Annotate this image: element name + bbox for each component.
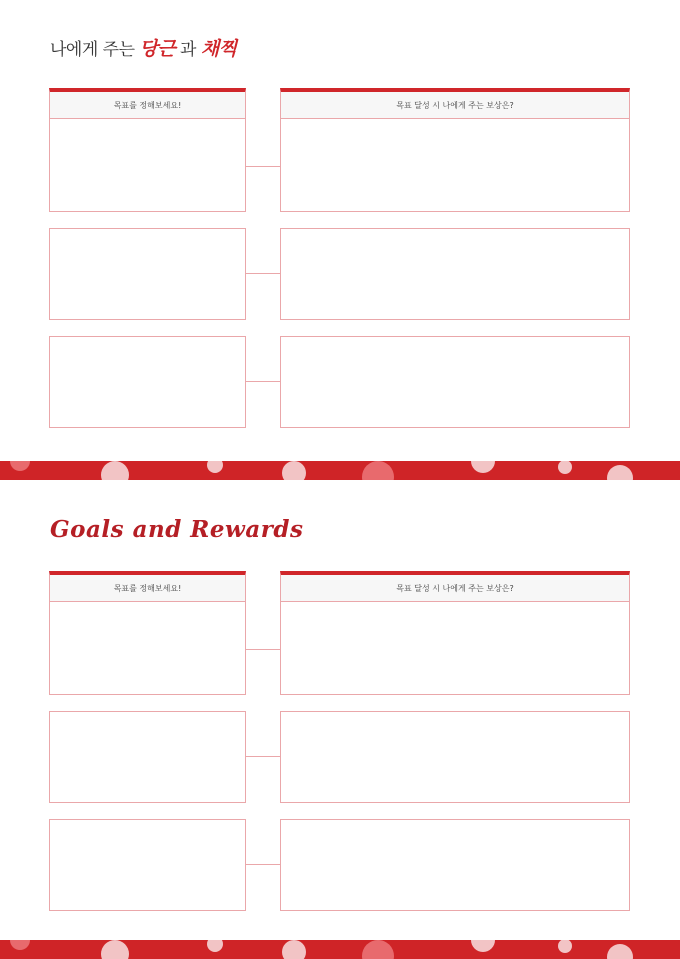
reward-box-1[interactable]	[280, 88, 630, 212]
goal-box-1[interactable]	[49, 88, 246, 212]
goal-box-3[interactable]	[49, 336, 246, 428]
goal-box-4[interactable]	[49, 571, 246, 695]
reward-box-3[interactable]	[280, 336, 630, 428]
title-accent-carrot: 당근	[139, 38, 176, 60]
reward-header: 목표 달성 시 나에게 주는 보상은?	[281, 92, 629, 119]
korean-title	[50, 34, 237, 61]
reward-box-6[interactable]	[280, 819, 630, 911]
reward-box-2[interactable]	[280, 228, 630, 320]
connector-line	[246, 381, 280, 382]
decorative-band	[0, 940, 680, 959]
connector-line	[246, 649, 280, 650]
title-mid: 과	[180, 40, 196, 60]
reward-header: 목표 달성 시 나에게 주는 보상은?	[281, 575, 629, 602]
reward-box-4[interactable]	[280, 571, 630, 695]
connector-line	[246, 273, 280, 274]
goal-header: 목표를 정해보세요!	[50, 92, 245, 119]
english-title: Goals and Rewards	[50, 516, 304, 543]
goal-box-2[interactable]	[49, 228, 246, 320]
polka-dot-decoration	[0, 940, 680, 959]
reward-box-5[interactable]	[280, 711, 630, 803]
title-accent-whip: 채찍	[200, 38, 237, 60]
polka-dot-decoration	[0, 461, 680, 480]
goal-box-6[interactable]	[49, 819, 246, 911]
connector-line	[246, 756, 280, 757]
title-prefix: 나에게 주는	[50, 40, 135, 60]
connector-line	[246, 166, 280, 167]
goal-box-5[interactable]	[49, 711, 246, 803]
goal-header: 목표를 정해보세요!	[50, 575, 245, 602]
decorative-band	[0, 461, 680, 480]
connector-line	[246, 864, 280, 865]
